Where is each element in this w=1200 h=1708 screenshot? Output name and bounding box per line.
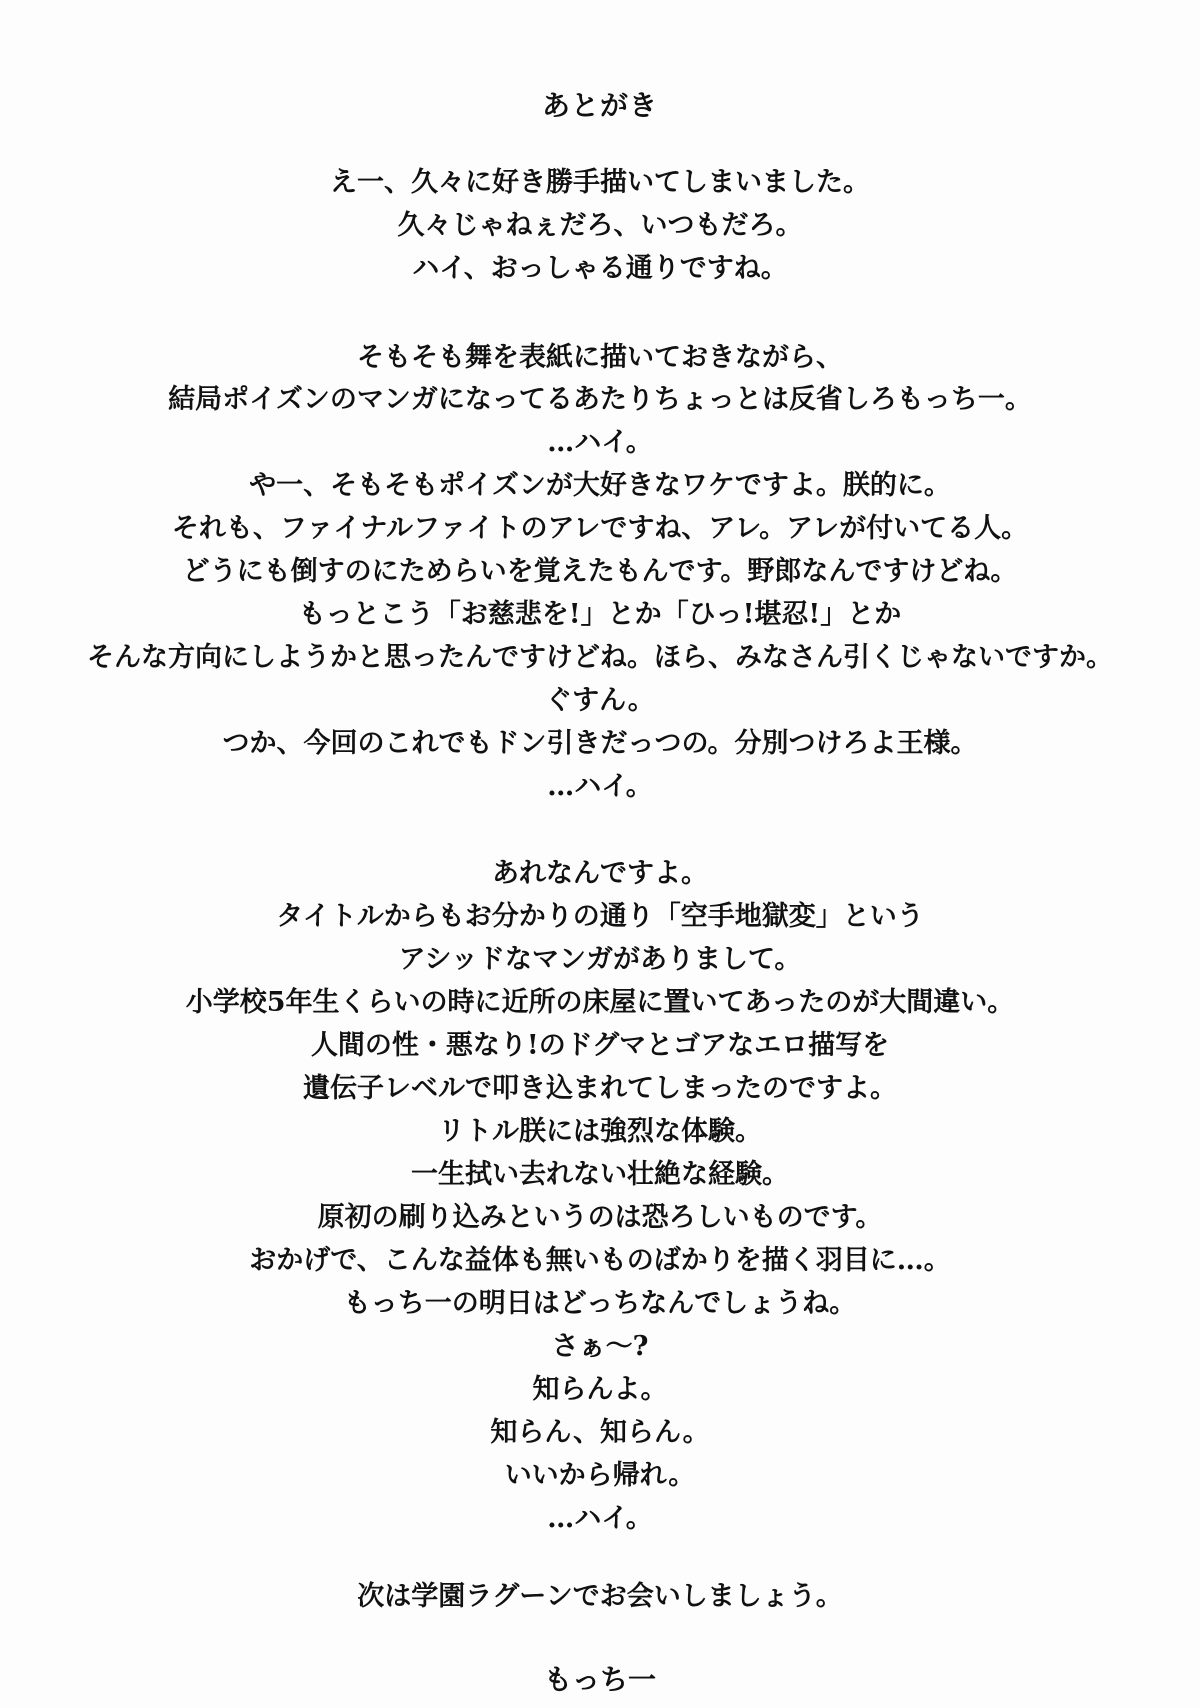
text-line: もっとこう「お慈悲を!」とか「ひっ!堪忍!」とか (298, 599, 902, 630)
text-line: リトル朕には強烈な体験。 (438, 1116, 762, 1147)
text-line: アシッドなマンガがありまして。 (398, 944, 802, 975)
text-line: …ハイ。 (547, 427, 653, 458)
text-line: そもそも舞を表紙に描いておきながら、 (357, 342, 843, 373)
text-line: おかげで、こんな益体も無いものばかりを描く羽目に…。 (249, 1245, 951, 1276)
text-line: それも、ファイナルファイトのアレですね、アレ。アレが付いてる人。 (171, 513, 1029, 544)
text-line: タイトルからもお分かりの通り「空手地獄変」という (276, 901, 924, 932)
text-line: あれなんですよ。 (492, 858, 708, 889)
text-line: 久々じゃねぇだろ、いつもだろ。 (397, 210, 803, 241)
text-line: 小学校5年生くらいの時に近所の床屋に置いてあったのが大間違い。 (185, 987, 1015, 1018)
text-line: 遺伝子レベルで叩き込まれてしまったのですよ。 (303, 1073, 897, 1104)
text-line: 次は学園ラグーンでお会いしましょう。 (357, 1581, 843, 1612)
text-line: ハイ、おっしゃる通りですね。 (412, 253, 788, 284)
text-line: さぁ〜? (551, 1331, 649, 1362)
text-line: え一、久々に好き勝手描いてしまいました。 (330, 167, 870, 198)
text-line: 一生拭い去れない壮絶な経験。 (411, 1159, 789, 1190)
text-line: 知らんよ。 (532, 1374, 668, 1405)
text-line: 知らん、知らん。 (490, 1417, 710, 1448)
text-line: 原初の刷り込みというのは恐ろしいものです。 (317, 1202, 883, 1233)
text-line: …ハイ。 (547, 1503, 653, 1534)
text-line: どうにも倒すのにためらいを覚えたもんです。野郎なんですけどね。 (182, 556, 1018, 587)
text-line: や一、そもそもポイズンが大好きなワケですよ。朕的に。 (249, 470, 951, 501)
text-line: いいから帰れ。 (504, 1460, 696, 1491)
author-signature: もっち一 (543, 1663, 656, 1696)
text-line: 人間の性・悪なり!のドグマとゴアなエロ描写を (310, 1030, 890, 1061)
text-line: つか、今回のこれでもドン引きだっつの。分別つけろよ王様。 (222, 728, 978, 759)
text-line: …ハイ。 (547, 771, 653, 802)
text-line: もっち一の明日はどっちなんでしょうね。 (343, 1288, 857, 1319)
text-line: そんな方向にしようかと思ったんですけどね。ほら、みなさん引くじゃないですか。 (87, 642, 1113, 673)
text-line: ぐすん。 (545, 685, 655, 716)
text-line: 結局ポイズンのマンガになってるあたりちょっとは反省しろもっち一。 (168, 384, 1032, 415)
afterword-title: あとがき (541, 89, 658, 122)
